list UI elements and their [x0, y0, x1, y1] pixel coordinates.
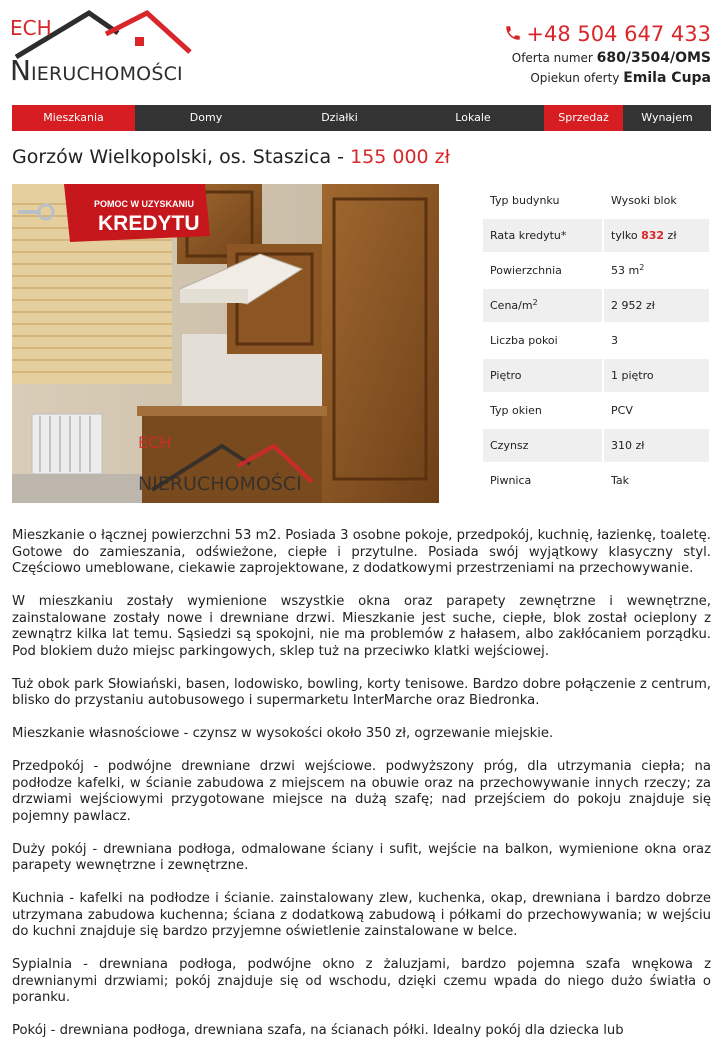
phone-icon — [504, 24, 522, 42]
detail-value: Wysoki blok — [611, 194, 677, 207]
detail-value: 3 — [611, 334, 618, 347]
nav-item-wynajem[interactable]: Wynajem — [641, 111, 693, 124]
detail-row — [483, 464, 709, 499]
detail-key: Powierzchnia — [490, 264, 562, 277]
detail-key: Typ okien — [490, 404, 542, 417]
listing-description — [12, 528, 711, 1056]
description-paragraph: Przedpokój - podwójne drewniane drzwi wejściowe. podwyższony próg, dla utrzymania ciepła; na podłodze kafelki, w ścianie zabudowa z miejscem na obuwie oraz na przechowywanie innych rzeczy; za drzwiami wejściowymi przygotowane miejsce na dużą szafę; nad przejściem do pokoju znajduje się pojemny pawlacz. — [12, 759, 711, 824]
logo-ech-text: ECH — [10, 16, 52, 40]
contact-box — [504, 20, 711, 88]
nav-item-lokale[interactable]: Lokale — [455, 111, 491, 124]
detail-row — [483, 359, 709, 394]
page-header — [0, 0, 724, 100]
detail-value: 53 $m^2$ — [611, 263, 645, 277]
detail-row — [483, 394, 709, 429]
listing-location: Gorzów Wielkopolski, os. Staszica - — [12, 146, 351, 168]
detail-value: 1 piętro — [604, 359, 709, 392]
nav-item-sprzedaz[interactable]: Sprzedaż — [544, 105, 623, 131]
nav-item-mieszkania[interactable]: Mieszkania — [12, 105, 135, 131]
watermark-name: NIERUCHOMOŚCI — [138, 473, 302, 495]
listing-price: 155 000 zł — [350, 146, 451, 168]
description-paragraph: Tuż obok park Słowiański, basen, lodowisko, bowling, korty tenisowe. Bardzo dobre połączenie z centrum, blisko do przystaniu autobusowego i supermarketu InterMarche oraz Biedronka. — [12, 676, 711, 708]
description-paragraph: Mieszkanie o łącznej powierzchni 53 m2. Posiada 3 osobne pokoje, przedpokój, kuchnię, łazienkę, toaletę. Gotowe do zamieszania, odświeżone, ciepłe i przytulne. Posiada swój wyjątkowy klasyczny styl. Częściowo umeblowane, ciekawie zaprojektowane, z dodatkowymi przestrzeniami na przechowywanie. — [12, 528, 711, 576]
listing-photo[interactable] — [12, 184, 439, 503]
property-details-table — [483, 184, 709, 499]
detail-key: Liczba pokoi — [490, 334, 558, 347]
detail-row — [483, 184, 709, 219]
kitchen-photo-illustration — [12, 184, 439, 503]
company-logo[interactable] — [10, 10, 190, 85]
banner-line1: POMOC W UZYSKANIU — [94, 199, 194, 209]
nav-item-domy[interactable]: Domy — [189, 111, 223, 124]
detail-key: Czynsz — [483, 429, 602, 462]
detail-key: Typ budynku — [490, 194, 560, 207]
loan-installment-value: 832 — [641, 229, 665, 242]
detail-row — [483, 429, 709, 464]
offer-number: 680/3504/OMS — [596, 50, 711, 66]
detail-value: 310 zł — [604, 429, 709, 462]
description-paragraph: Duży pokój - drewniana podłoga, odmalowane ściany i sufit, wejście na balkon, wymienione okna oraz parapety wewnętrzne i zewnętrzne. — [12, 841, 711, 873]
detail-key: Piętro — [483, 359, 602, 392]
description-paragraph: Sypialnia - drewniana podłoga, podwójne okno z żaluzjami, bardzo pojemna szafa wnękowa z drewnianymi drzwiami; pokój znajduje się od wschodu, dzięki czemu wpada do niego dużo światła o poranku. — [12, 957, 711, 1005]
detail-key: Piwnica — [490, 474, 532, 487]
nav-item-dzialki[interactable]: Działki — [321, 111, 358, 124]
detail-value: PCV — [611, 404, 633, 417]
detail-key: Cena/$m^2$ — [483, 289, 602, 322]
detail-row — [483, 289, 709, 324]
offer-number-line: Oferta numer 680/3504/OMS — [511, 50, 711, 66]
description-paragraph: Kuchnia - kafelki na podłodze i ścianie. zainstalowany zlew, kuchenka, okap, drewniana i bardzo dobrze utrzymana zabudowa kuchenna; ściana z dodatkową zabudową i półkami do przechowywania; w wejściu do kuchni znajduje się bardzo przyjemne oświetlenie zainstalowane w belce. — [12, 891, 711, 939]
detail-row — [483, 324, 709, 359]
detail-row — [483, 254, 709, 289]
watermark-ech: ECH — [138, 433, 172, 452]
description-paragraph: Mieszkanie własnościowe - czynsz w wysokości około 350 zł, ogrzewanie miejskie. — [12, 726, 554, 741]
banner-line2: KREDYTU — [98, 212, 200, 235]
phone-number[interactable]: +48 504 647 433 — [504, 20, 711, 48]
description-paragraph: W mieszkaniu zostały wymienione wszystkie okna oraz parapety zewnętrzne i wewnętrzne, zainstalowane zostały nowe i drewniane drzwi. Mieszkanie jest suche, ciepłe, blok został ocieplony z zewnątrz kilka lat temu. Sąsiedzi są spokojni, nie ma problemów z hałasem, albo zakłócaniem porządku. Pod blokiem dużo miejsc parkingowych, sklep tuż na przeciwko klatki wejściowej. — [12, 594, 711, 659]
main-nav — [12, 105, 711, 131]
detail-value: tylko 832 zł — [604, 219, 709, 252]
detail-key: Rata kredytu* — [483, 219, 602, 252]
description-paragraph: Pokój - drewniana podłoga, drewniana szafa, na ścianach półki. Idealny pokój dla dziecka lub — [12, 1023, 624, 1038]
logo-brand-text: NIERUCHOMOŚCI — [10, 54, 183, 87]
detail-value: 2 952 zł — [604, 289, 709, 322]
offer-agent-line: Opiekun oferty Emila Cupa — [530, 70, 711, 86]
agent-name: Emila Cupa — [623, 70, 711, 86]
listing-title — [12, 146, 450, 168]
detail-value: Tak — [611, 474, 630, 487]
detail-row — [483, 219, 709, 254]
